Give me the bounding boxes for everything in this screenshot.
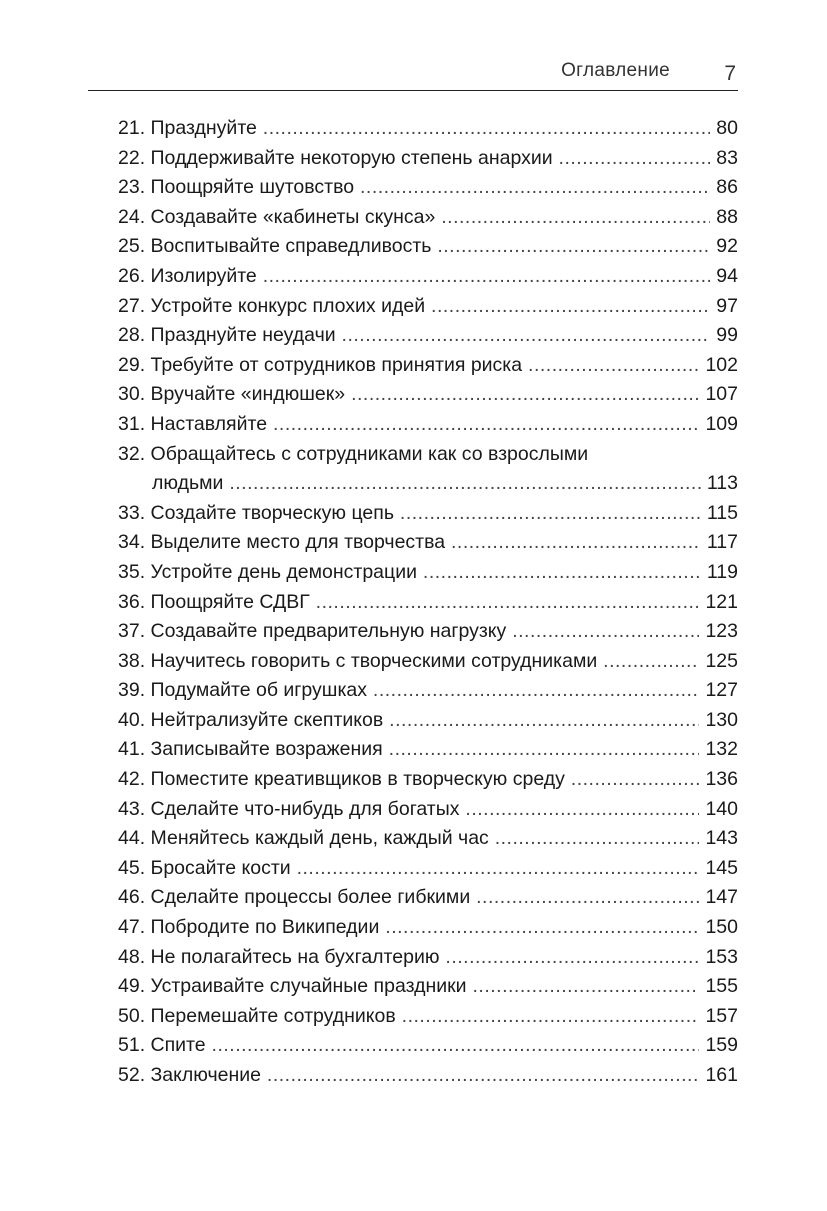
table-of-contents — [118, 114, 738, 1091]
toc-entry-page: 113 — [706, 472, 738, 495]
toc-entry-page: 88 — [716, 205, 738, 228]
toc-entry-title: 43. Сделайте что-нибудь для богатых ..... — [118, 795, 699, 825]
toc-entry[interactable] — [118, 854, 738, 884]
toc-entry-title: 31. Наставляйте ..... — [118, 410, 699, 440]
toc-entry[interactable] — [118, 558, 738, 588]
toc-entry-title: 33. Создайте творческую цепь ..... — [118, 499, 701, 529]
toc-entry-title: 34. Выделите место для творчества ..... — [118, 528, 701, 558]
toc-entry-title: 28. Празднуйте неудачи ..... — [118, 321, 710, 351]
toc-entry-page: 115 — [706, 501, 738, 524]
toc-entry-title: 42. Поместите креативщиков в творческую среду ..... — [118, 765, 699, 795]
toc-entry-page: 159 — [705, 1034, 738, 1057]
toc-entry-title: 47. Побродите по Википедии ..... — [118, 913, 699, 943]
toc-entry-page: 86 — [716, 176, 738, 199]
page-header — [88, 58, 738, 91]
toc-entry-page: 102 — [705, 353, 738, 376]
toc-entry[interactable] — [118, 440, 738, 499]
toc-entry[interactable] — [118, 588, 738, 618]
toc-entry-title: 21. Празднуйте ..... — [118, 114, 710, 144]
toc-entry[interactable] — [118, 765, 738, 795]
toc-entry-title: 48. Не полагайтесь на бухгалтерию ..... — [118, 943, 699, 973]
toc-entry[interactable] — [118, 824, 738, 854]
toc-entry-title: 44. Меняйтесь каждый день, каждый час ..... — [118, 824, 699, 854]
toc-entry-title: 41. Записывайте возражения ..... — [118, 735, 699, 765]
toc-entry[interactable] — [118, 499, 738, 529]
toc-entry-title: 46. Сделайте процессы более гибкими ..... — [118, 883, 699, 913]
toc-entry[interactable] — [118, 262, 738, 292]
toc-entry[interactable] — [118, 351, 738, 381]
toc-entry[interactable] — [118, 144, 738, 174]
toc-entry-page: 125 — [705, 649, 738, 672]
toc-entry-title: 37. Создавайте предварительную нагрузку ..... — [118, 617, 699, 647]
toc-entry-title: 25. Воспитывайте справедливость ..... — [118, 232, 710, 262]
toc-entry[interactable] — [118, 380, 738, 410]
toc-entry[interactable] — [118, 203, 738, 233]
toc-entry-title: 22. Поддерживайте некоторую степень анархии ..... — [118, 144, 710, 174]
toc-entry-title: 38. Научитесь говорить с творческими сотрудниками ..... — [118, 647, 699, 677]
toc-entry-page: 107 — [705, 383, 738, 406]
toc-entry[interactable] — [118, 706, 738, 736]
toc-entry[interactable] — [118, 1061, 738, 1091]
toc-entry[interactable] — [118, 173, 738, 203]
toc-entry-title: 36. Поощряйте СДВГ ..... — [118, 588, 699, 618]
toc-entry-page: 155 — [705, 975, 738, 998]
toc-entry-title: 40. Нейтрализуйте скептиков ..... — [118, 706, 699, 736]
toc-entry-title: 52. Заключение ..... — [118, 1061, 699, 1091]
toc-entry-page: 92 — [716, 235, 738, 258]
toc-entry-page: 143 — [705, 827, 738, 850]
toc-entry[interactable] — [118, 795, 738, 825]
toc-entry-title-line2: людьми ..... — [118, 469, 701, 499]
toc-entry-title: 24. Создавайте «кабинеты скунса» ..... — [118, 203, 710, 233]
toc-entry[interactable] — [118, 1031, 738, 1061]
toc-entry-page: 127 — [705, 679, 738, 702]
toc-entry[interactable] — [118, 972, 738, 1002]
toc-entry[interactable] — [118, 883, 738, 913]
toc-entry-page: 157 — [705, 1004, 738, 1027]
toc-entry-page: 150 — [705, 916, 738, 939]
toc-entry-title: 30. Вручайте «индюшек» ..... — [118, 380, 699, 410]
toc-entry[interactable] — [118, 292, 738, 322]
toc-entry-page: 130 — [705, 708, 738, 731]
toc-entry-title: 29. Требуйте от сотрудников принятия риска ..... — [118, 351, 699, 381]
toc-entry-page: 136 — [705, 768, 738, 791]
toc-entry-title: 27. Устройте конкурс плохих идей ..... — [118, 292, 710, 322]
toc-entry-page: 145 — [705, 856, 738, 879]
toc-entry-title: 35. Устройте день демонстрации ..... — [118, 558, 701, 588]
toc-entry[interactable] — [118, 735, 738, 765]
toc-entry-page: 121 — [705, 590, 738, 613]
toc-entry[interactable] — [118, 321, 738, 351]
toc-entry-title — [118, 440, 701, 499]
page-number: 7 — [724, 62, 736, 85]
running-title: Оглавление — [561, 60, 670, 81]
toc-entry-title-line1: 32. Обращайтесь с сотрудниками как со взрослыми — [118, 442, 589, 465]
toc-entry[interactable] — [118, 232, 738, 262]
toc-entry-title: 39. Подумайте об игрушках ..... — [118, 676, 699, 706]
toc-entry-page: 80 — [716, 117, 738, 139]
toc-entry-page: 83 — [716, 146, 738, 169]
toc-entry[interactable] — [118, 943, 738, 973]
toc-entry[interactable] — [118, 617, 738, 647]
toc-entry-page: 119 — [706, 560, 738, 583]
toc-entry-page: 153 — [705, 945, 738, 968]
toc-entry-title: 51. Спите ..... — [118, 1031, 699, 1061]
toc-entry-page: 109 — [705, 412, 738, 435]
toc-entry-title: 45. Бросайте кости ..... — [118, 854, 699, 884]
toc-entry[interactable] — [118, 676, 738, 706]
toc-entry-page: 140 — [705, 797, 738, 820]
toc-entry-page: 99 — [716, 324, 738, 347]
toc-entry[interactable] — [118, 410, 738, 440]
toc-entry-title: 23. Поощряйте шутовство ..... — [118, 173, 710, 203]
toc-entry-page: 147 — [705, 886, 738, 909]
toc-entry-title: 26. Изолируйте ..... — [118, 262, 710, 292]
toc-entry[interactable] — [118, 528, 738, 558]
toc-entry[interactable] — [118, 913, 738, 943]
toc-entry-page: 97 — [716, 294, 738, 317]
toc-entry-page: 123 — [705, 620, 738, 643]
toc-entry-title: 50. Перемешайте сотрудников ..... — [118, 1002, 699, 1032]
toc-entry[interactable] — [118, 647, 738, 677]
toc-entry[interactable] — [118, 1002, 738, 1032]
toc-entry-page: 132 — [705, 738, 738, 761]
toc-entry-page: 117 — [706, 531, 738, 554]
toc-entry-title: 49. Устраивайте случайные праздники ..... — [118, 972, 699, 1002]
toc-entry-page: 161 — [705, 1064, 738, 1086]
toc-entry[interactable] — [118, 114, 738, 144]
toc-entry-page: 94 — [716, 264, 738, 287]
